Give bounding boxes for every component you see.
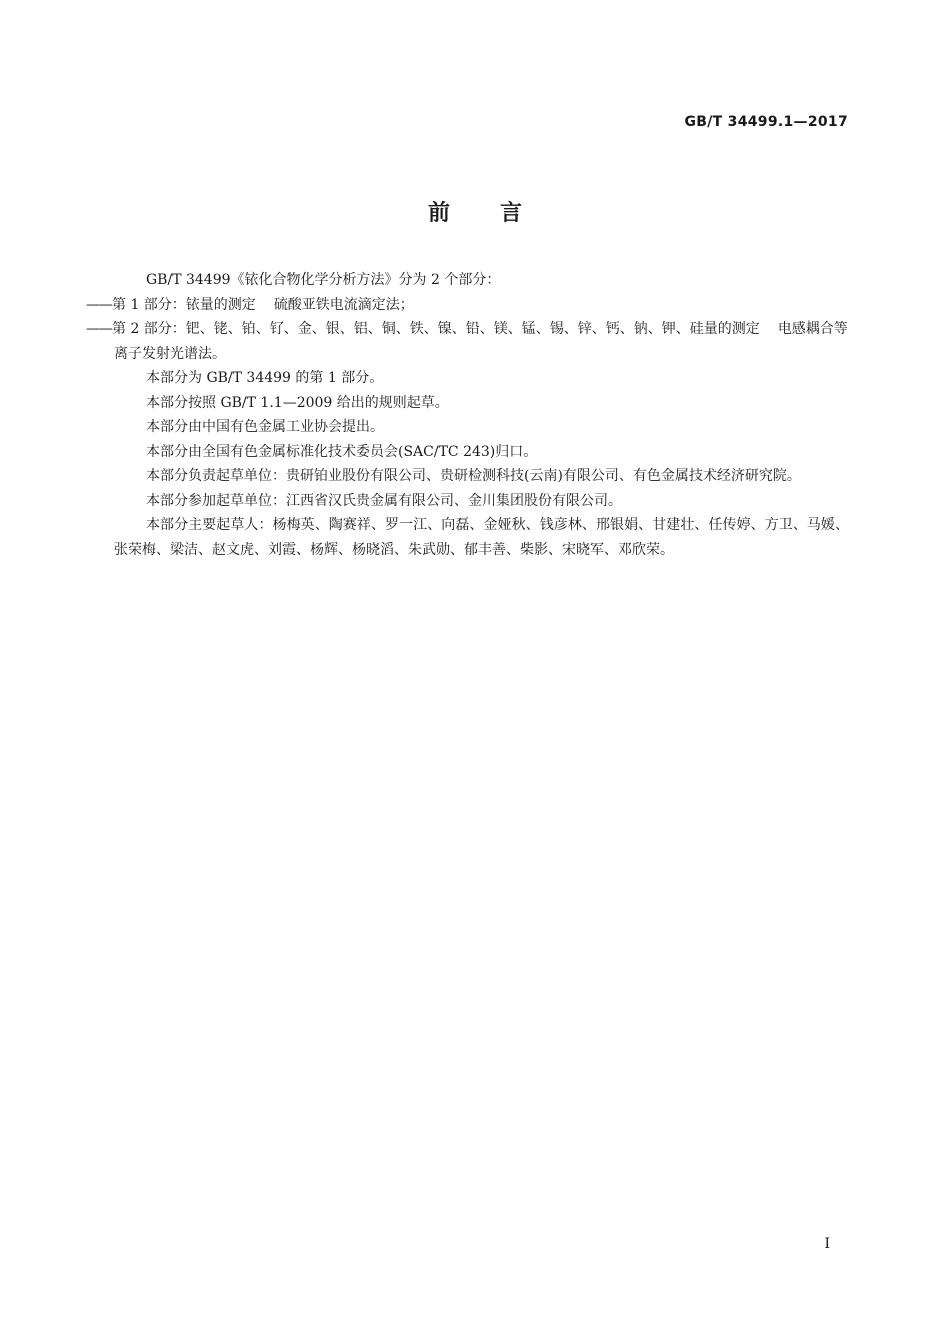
- foreword-body: [86, 268, 849, 562]
- paragraph: 本部分主要起草人：杨梅英、陶赛祥、罗一江、向磊、金娅秋、钱彦林、邢银娟、甘建壮、任传婷、方卫、马媛、张荣梅、梁洁、赵文虎、刘霞、杨辉、杨晓滔、朱武勋、郁丰善、柴影、宋晓军、邓欣荣。: [114, 517, 849, 558]
- page-number: I: [824, 1236, 830, 1252]
- standard-number: GB/T 34499.1—2017: [684, 114, 848, 130]
- paragraph: 本部分按照 GB/T 1.1—2009 给出的规则起草。: [146, 394, 449, 411]
- list-dash: ——: [86, 296, 112, 313]
- list-item: [86, 293, 849, 318]
- list-item-text: 第 2 部分：钯、铑、铂、钌、金、银、铝、铜、铁、镍、铅、镁、锰、锡、锌、钙、钠、钾、硅量的测定: [112, 321, 760, 337]
- intro-paragraph: GB/T 34499《铱化合物化学分析方法》分为 2 个部分：: [146, 272, 501, 288]
- paragraph: 本部分参加起草单位：江西省汉氏贵金属有限公司、金川集团股份有限公司。: [146, 492, 622, 509]
- list-item-text: 第 1 部分：铱量的测定: [112, 296, 256, 313]
- paragraph: 本部分为 GB/T 34499 的第 1 部分。: [146, 370, 384, 386]
- paragraph: 本部分由全国有色金属标准化技术委员会(SAC/TC 243)归口。: [146, 443, 538, 460]
- list-item: [86, 317, 849, 366]
- foreword-title: 前言: [427, 201, 572, 226]
- paragraph: 本部分负责起草单位：贵研铂业股份有限公司、贵研检测科技(云南)有限公司、有色金属技术经济研究院。: [146, 468, 801, 484]
- list-item-text: 电感耦合等离子发射光谱法。: [114, 321, 848, 362]
- list-item-text: 硫酸亚铁电流滴定法；: [273, 296, 414, 313]
- list-dash: ——: [86, 321, 112, 337]
- paragraph: 本部分由中国有色金属工业协会提出。: [146, 419, 384, 435]
